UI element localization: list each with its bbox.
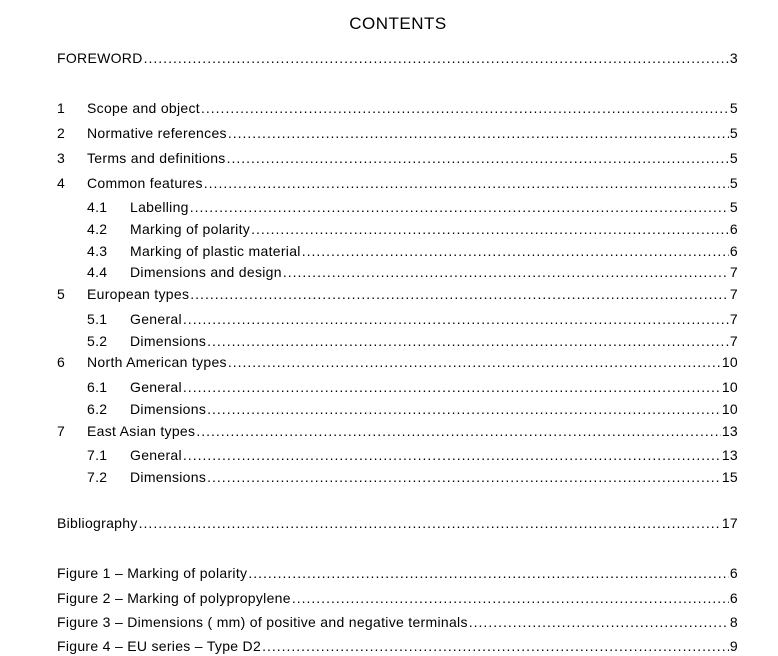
toc-entry-label: Dimensions and design	[130, 264, 282, 280]
toc-entry-label: Normative references	[87, 125, 227, 141]
toc-entry-label: Scope and object	[87, 100, 200, 116]
toc-entry-label: East Asian types	[87, 423, 196, 439]
toc-entry-page: 10	[721, 354, 738, 370]
toc-entry-clause-4-2[interactable]	[87, 219, 738, 239]
toc-entry-page: 5	[729, 100, 738, 116]
toc-entry-label: Figure 3 – Dimensions ( mm) of positive and negative terminals	[57, 614, 468, 630]
toc-entry-clause-4-1[interactable]	[87, 197, 738, 217]
toc-entry-label: Figure 2 – Marking of polypropylene	[57, 590, 291, 606]
dot-leader	[183, 445, 721, 465]
toc-entry-label: Figure 4 – EU series – Type D2	[57, 638, 262, 654]
toc-entry-label: FOREWORD	[57, 50, 143, 66]
dot-leader	[283, 262, 729, 282]
toc-entry-clause-5-1[interactable]	[87, 309, 738, 329]
toc-entry-number: 2	[57, 125, 66, 141]
dot-leader	[251, 219, 729, 239]
toc-entry-figure-3[interactable]	[57, 612, 738, 632]
toc-entry-page: 10	[721, 379, 738, 395]
toc-entry-page: 13	[721, 423, 738, 439]
toc-entry-page: 10	[721, 401, 738, 417]
dot-leader	[190, 197, 729, 217]
dot-leader	[292, 588, 729, 608]
toc-entry-clause-7-2[interactable]	[87, 467, 738, 487]
toc-entry-page: 15	[721, 469, 738, 485]
toc-entry-label: Figure 1 – Marking of polarity	[57, 565, 248, 581]
toc-entry-page: 7	[729, 286, 738, 302]
dot-leader	[207, 399, 721, 419]
toc-entry-figure-4[interactable]	[57, 636, 738, 656]
toc-entry-number: 1	[57, 100, 66, 116]
toc-entry-label: General	[130, 311, 182, 327]
toc-entry-page: 9	[729, 638, 738, 654]
dot-leader	[262, 636, 729, 656]
toc-entry-page: 5	[729, 125, 738, 141]
toc-entry-number: 6.1	[87, 379, 108, 395]
toc-entry-page: 6	[729, 243, 738, 259]
toc-entry-page: 6	[729, 590, 738, 606]
toc-entry-page: 3	[729, 50, 738, 66]
toc-entry-number: 7.1	[87, 447, 108, 463]
toc-entry-figure-2[interactable]	[57, 588, 738, 608]
toc-entry-number: 6	[57, 354, 66, 370]
toc-entry-number: 4.1	[87, 199, 108, 215]
toc-entry-page: 5	[729, 175, 738, 191]
toc-entry-number: 4.2	[87, 221, 108, 237]
dot-leader	[228, 123, 729, 143]
toc-entry-clause-6-2[interactable]	[87, 399, 738, 419]
toc-entry-number: 7	[57, 423, 66, 439]
dot-leader	[469, 612, 729, 632]
dot-leader	[183, 377, 721, 397]
toc-entry-label: Dimensions	[130, 401, 207, 417]
toc-entry-clause-4-3[interactable]	[87, 241, 738, 261]
dot-leader	[196, 421, 721, 441]
toc-entry-clause-6[interactable]	[57, 352, 738, 372]
toc-entry-label: General	[130, 447, 182, 463]
dot-leader	[201, 98, 729, 118]
dot-leader	[228, 352, 721, 372]
toc-entry-page: 13	[721, 447, 738, 463]
toc-entry-page: 7	[729, 311, 738, 327]
page-title: CONTENTS	[349, 14, 447, 33]
dot-leader	[248, 563, 729, 583]
toc-entry-number: 5.1	[87, 311, 108, 327]
toc-entry-label: Dimensions	[130, 333, 207, 349]
toc-entry-page: 8	[729, 614, 738, 630]
toc-entry-label: Dimensions	[130, 469, 207, 485]
toc-entry-figure-1[interactable]	[57, 563, 738, 583]
toc-entry-label: Terms and definitions	[87, 150, 226, 166]
toc-entry-page: 7	[729, 333, 738, 349]
toc-entry-clause-6-1[interactable]	[87, 377, 738, 397]
toc-entry-clause-1[interactable]	[57, 98, 738, 118]
dot-leader	[144, 48, 729, 68]
toc-entry-number: 3	[57, 150, 66, 166]
dot-leader	[190, 284, 729, 304]
toc-entry-number: 7.2	[87, 469, 108, 485]
toc-entry-label: European types	[87, 286, 190, 302]
toc-entry-label: Bibliography	[57, 515, 138, 531]
dot-leader	[183, 309, 729, 329]
dot-leader	[302, 241, 729, 261]
toc-entry-number: 4	[57, 175, 66, 191]
dot-leader	[207, 331, 729, 351]
toc-entry-label: Labelling	[130, 199, 189, 215]
toc-entry-clause-5-2[interactable]	[87, 331, 738, 351]
toc-entry-page: 6	[729, 565, 738, 581]
toc-entry-page: 6	[729, 221, 738, 237]
toc-entry-page: 7	[729, 264, 738, 280]
toc-entry-page: 5	[729, 199, 738, 215]
dot-leader	[139, 513, 721, 533]
toc-entry-clause-3[interactable]	[57, 148, 738, 168]
toc-entry-number: 5.2	[87, 333, 108, 349]
toc-entry-label: Marking of polarity	[130, 221, 251, 237]
toc-entry-label: North American types	[87, 354, 227, 370]
dot-leader	[207, 467, 721, 487]
toc-entry-foreword[interactable]	[57, 48, 738, 68]
toc-entry-label: Common features	[87, 175, 203, 191]
toc-entry-number: 4.3	[87, 243, 108, 259]
toc-entry-label: Marking of plastic material	[130, 243, 301, 259]
toc-entry-number: 5	[57, 286, 66, 302]
toc-entry-clause-5[interactable]	[57, 284, 738, 304]
dot-leader	[204, 173, 729, 193]
toc-entry-number: 4.4	[87, 264, 108, 280]
toc-entry-clause-7[interactable]	[57, 421, 738, 441]
toc-entry-clause-4[interactable]	[57, 173, 738, 193]
toc-entry-clause-7-1[interactable]	[87, 445, 738, 465]
dot-leader	[227, 148, 729, 168]
toc-entry-page: 5	[729, 150, 738, 166]
toc-entry-label: General	[130, 379, 182, 395]
toc-entry-number: 6.2	[87, 401, 108, 417]
toc-entry-bibliography[interactable]	[57, 513, 738, 533]
toc-entry-clause-4-4[interactable]	[87, 262, 738, 282]
toc-entry-page: 17	[721, 515, 738, 531]
toc-entry-clause-2[interactable]	[57, 123, 738, 143]
